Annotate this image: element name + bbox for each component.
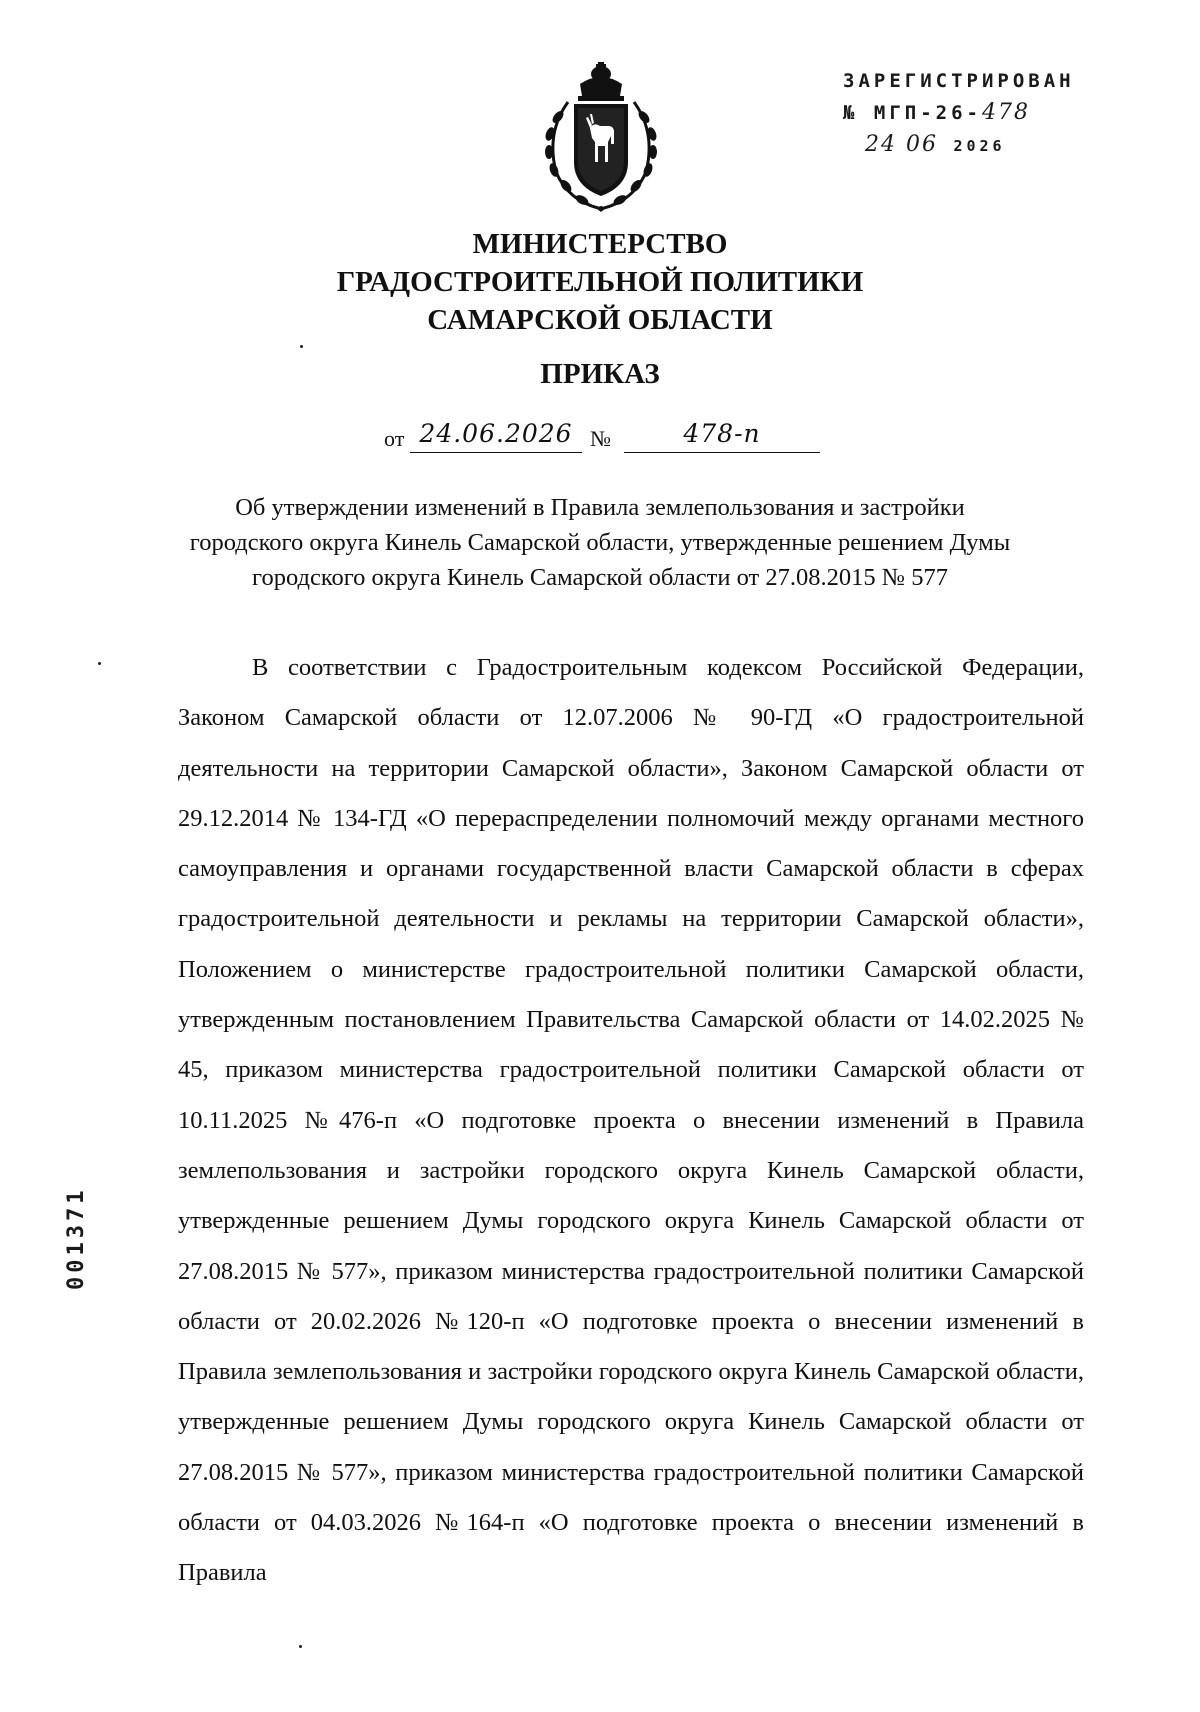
scan-speck [299,1645,302,1648]
ministry-name-line2: ГРАДОСТРОИТЕЛЬНОЙ ПОЛИТИКИ [336,266,864,298]
registration-stamp [843,66,1083,162]
order-date: 24.06.2026 [410,416,582,453]
stamp-number-handwritten: 478 [981,100,1030,125]
coat-of-arms-icon [528,62,674,214]
stamp-date-year: 2026 [953,137,1006,155]
stamp-date-line [843,129,1083,162]
side-serial-number: 001371 [64,1186,89,1290]
document-subject [150,490,1050,595]
scan-speck [98,662,101,665]
ministry-name-line3: САМАРСКОЙ ОБЛАСТИ [427,304,773,336]
number-label: № [590,426,611,451]
scan-speck [300,345,303,348]
body-paragraph [178,643,1084,1599]
stamp-date-handwritten: 24 06 [865,132,938,157]
body-paragraph-text: В соответствии с Градостроительным кодексом Российской Федерации, Законом Самарской области от 12.07.2006 № 90-ГД «О градостроительной деятельности на территории Самарской области», Законом Самарской области от 29.12.2014 № 134-ГД «О перераспределении полномочий между органами местного самоуправления и органами государственной власти Самарской области в сферах градостроительной деятельности и рекламы на территории Самарской области», Положением о министерстве градостроительной политики Самарской области, утвержденным постановлением Правительства Самарской области от 14.02.2025 № 45, приказом министерства градостроительной политики Самарской области от 10.11.2025 №476-п «О подготовке проекта о внесении изменений в Правила землепользования и застройки городского округа Кинель Самарской области, утвержденные решением Думы городского округа Кинель Самарской области от 27.08.2015 № 577», приказом министерства градостроительной политики Самарской области от 20.02.2026 №120-п «О подготовке проекта о внесении изменений в Правила землепользования и застройки городского округа Кинель Самарской области, утвержденные решением Думы городского округа Кинель Самарской области от 27.08.2015 № 577», приказом министерства градостроительной политики Самарской области от 04.03.2026 №164-п «О подготовке проекта о внесении изменений в Правила [178,654,1084,1587]
stamp-number-prefix: № МГП-26- [843,102,982,124]
order-date-number [384,416,824,456]
date-label: от [384,426,405,451]
ministry-name-line1: МИНИСТЕРСТВО [472,228,728,260]
order-number: 478-п [624,416,820,453]
document-type: ПРИКАЗ [540,358,660,390]
subject-line: городского округа Кинель Самарской области, утвержденные решением Думы [189,529,1011,556]
subject-line: городского округа Кинель Самарской области от 27.08.2015 № 577 [252,564,948,591]
stamp-title: ЗАРЕГИСТРИРОВАН [843,70,1075,92]
stamp-number-line [843,97,1083,129]
subject-line: Об утверждении изменений в Правила землепользования и застройки [235,494,965,521]
